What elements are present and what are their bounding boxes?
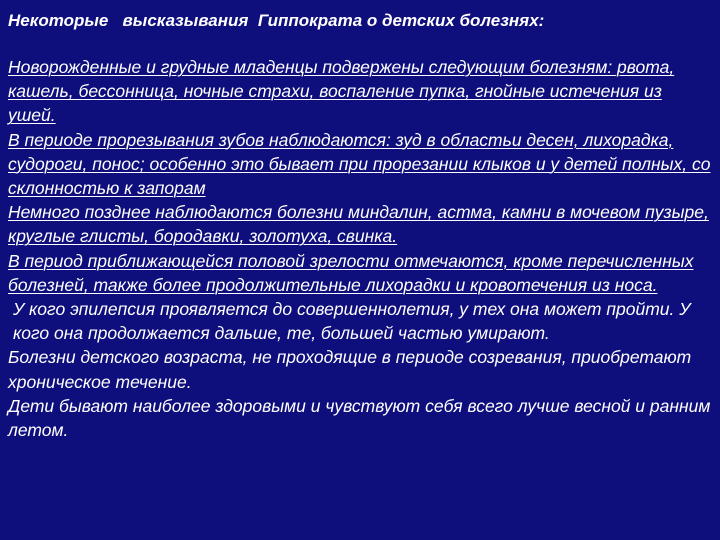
paragraph-teething: В периоде прорезывания зубов наблюдаются: зуд в областьи десен, лихорадка, судороги, понос; особенно это бывает при прорезании клыков и у детей полных, со склонностью к запорам xyxy=(8,129,711,199)
paragraph-puberty: В период приближающейся половой зрелости отмечаются, кроме перечисленных болезней, также более продолжительные лихорадки и кровотечения из носа. xyxy=(8,250,694,295)
paragraph-epilepsy: У кого эпилепсия проявляется до совершеннолетия, у тех она может пройти. У кого она продолжается дальше, те, большей частью умирают. xyxy=(13,299,691,344)
paragraph-newborn-diseases: Новорожденные и грудные младенцы подвержены следующим болезням: рвота, кашель, бессонница, ночные страхи, воспаление пупка, гнойные истечения из ушей. xyxy=(8,57,675,126)
slide-body xyxy=(8,55,714,442)
paragraph-seasons: Дети бывают наиболее здоровыми и чувствуют себя всего лучше весной и ранним летом. xyxy=(8,395,711,441)
paragraph-chronic: Болезни детского возраста, не проходящие в периоде созревания, приобретают хроническое течение. xyxy=(8,347,692,392)
paragraph-later-childhood: Немного позднее наблюдаются болезни миндалин, астма, камни в мочевом пузыре, круглые глисты, бородавки, золотуха, свинка. xyxy=(8,202,709,247)
slide-title: Некоторые высказывания Гиппократа о детских болезнях: xyxy=(8,11,545,30)
